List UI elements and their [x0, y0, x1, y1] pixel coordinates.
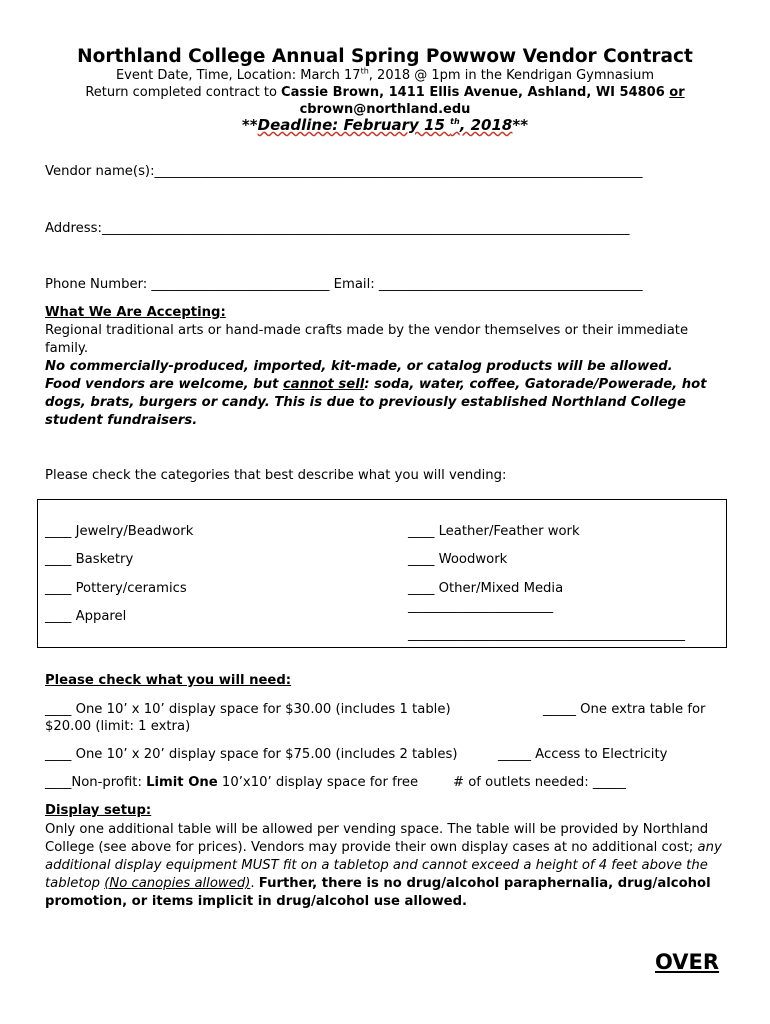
display-heading: Display setup:: [45, 803, 152, 818]
extra-table-price: $20.00 (limit: 1 extra): [45, 719, 191, 734]
category-other[interactable]: ____ Other/Mixed Media: [408, 581, 564, 596]
option-extra-table[interactable]: _____ One extra table for: [543, 702, 706, 717]
category-jewelry[interactable]: ____ Jewelry/Beadwork: [45, 524, 194, 539]
other-line-1[interactable]: ______________________: [408, 599, 554, 614]
accepting-text: Regional traditional arts or hand-made crafts made by the vendor themselves or their immediate family. No commercially-produced, imported, kit-made, or catalog products will be allowed. Food vendors are welcome, but cannot sell: soda, water, coffee, Gatorade/Powerade, hot dogs, brats, burgers or candy. This is due to previously established Northland College student fundraisers.: [45, 323, 707, 428]
accepting-heading: What We Are Accepting:: [45, 305, 226, 320]
email-line[interactable]: ________________________________________: [378, 277, 643, 292]
over-label: OVER: [655, 950, 720, 974]
phone-line[interactable]: ___________________________: [151, 277, 330, 292]
address-field[interactable]: Address:________________________________________________________________________________: [45, 221, 630, 236]
return-email: cbrown@northland.edu: [299, 102, 471, 117]
page-title: Northland College Annual Spring Powwow Vendor Contract: [77, 46, 693, 67]
return-instructions: Return completed contract to Cassie Brown, 1411 Ellis Avenue, Ashland, WI 54806 or: [85, 85, 685, 100]
category-woodwork[interactable]: ____ Woodwork: [408, 552, 508, 567]
option-10x10[interactable]: ____ One 10’ x 10’ display space for $30.00 (includes 1 table): [45, 702, 451, 717]
option-nonprofit[interactable]: ____Non-profit: Limit One 10’x10’ display space for free: [45, 775, 419, 790]
event-details: Event Date, Time, Location: March 17th, 2018 @ 1pm in the Kendrigan Gymnasium: [115, 66, 655, 83]
category-pottery[interactable]: ____ Pottery/ceramics: [45, 581, 187, 596]
category-leather[interactable]: ____ Leather/Feather work: [408, 524, 580, 539]
outlets-needed[interactable]: # of outlets needed: _____: [453, 775, 626, 790]
needs-heading: Please check what you will need:: [45, 673, 292, 688]
option-electricity[interactable]: _____ Access to Electricity: [498, 747, 668, 762]
category-basketry[interactable]: ____ Basketry: [45, 552, 134, 567]
other-line-2[interactable]: __________________________________________: [408, 627, 685, 642]
return-address: Cassie Brown, 1411 Ellis Avenue, Ashland, WI 54806: [281, 85, 670, 100]
categories-box: [37, 499, 727, 648]
option-10x20[interactable]: ____ One 10’ x 20’ display space for $75.00 (includes 2 tables): [45, 747, 458, 762]
categories-prompt: Please check the categories that best describe what you will vending:: [45, 468, 507, 483]
category-apparel[interactable]: ____ Apparel: [45, 609, 127, 624]
vendor-name-field[interactable]: Vendor name(s):__________________________________________________________________________: [45, 164, 643, 179]
deadline: **Deadline: February 15 $^{th}$, 2018**: [241, 116, 529, 134]
display-text: Only one additional table will be allowed per vending space. The table will be provided by Northland College (see above for prices). Vendors may provide their own display cases at no additional cost; any additional display equipment MUST fit on a tabletop and cannot exceed a height of 4 feet above the tabletop (No canopies allowed). Further, there is no drug/alcohol paraphernalia, drug/alcohol promotion, or items implicit in drug/alcohol use allowed.: [45, 822, 722, 909]
phone-email-field[interactable]: Phone Number: ___________________________ Email: ________________________________________: [45, 277, 643, 292]
